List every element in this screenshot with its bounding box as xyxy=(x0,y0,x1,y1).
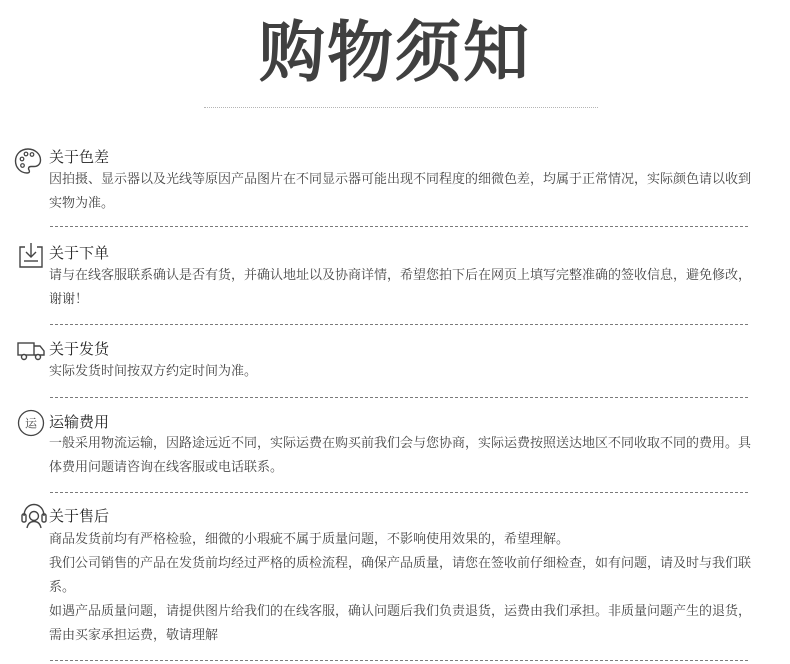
section-divider xyxy=(50,492,748,494)
section-body xyxy=(49,432,754,480)
section-paragraph: 实际发货时间按双方约定时间为准。 xyxy=(49,364,258,379)
section-heading: 关于售后 xyxy=(49,507,110,525)
section-paragraph: 因拍摄、显示器以及光线等原因产品图片在不同显示器可能出现不同程度的细微色差，均属于正常情况，实际颜色请以收到实物为准。 xyxy=(49,172,752,211)
section-paragraph: 我们公司销售的产品在发货前均经过严格的质检流程，确保产品质量，请您在签收前仔细检查，如有问题，请及时与我们联系。 xyxy=(49,556,752,595)
page-title: 购物须知 xyxy=(259,14,531,91)
section-body xyxy=(49,360,754,384)
section-heading: 关于色差 xyxy=(49,148,110,166)
section-divider xyxy=(50,226,748,228)
section-divider xyxy=(50,324,748,326)
title-divider xyxy=(204,107,598,109)
palette-icon xyxy=(13,146,43,176)
section-body xyxy=(49,528,754,648)
section-heading: 运输费用 xyxy=(49,413,110,431)
section-paragraph: 请与在线客服联系确认是否有货，并确认地址以及协商详情，希望您拍下后在网页上填写完整准确的签收信息，避免修改，谢谢！ xyxy=(49,268,752,307)
section-divider xyxy=(50,660,748,662)
section-divider xyxy=(50,397,748,399)
download-icon xyxy=(16,241,46,271)
section-paragraph: 一般采用物流运输，因路途远近不同，实际运费在购买前我们会与您协商，实际运费按照送达地区不同收取不同的费用。具体费用问题请咨询在线客服或电话联系。 xyxy=(49,436,752,475)
section-heading: 关于发货 xyxy=(49,340,110,358)
shipping-badge-icon xyxy=(16,408,46,438)
section-paragraph: 如遇产品质量问题，请提供图片给我们的在线客服，确认问题后我们负责退货，运费由我们承担。非质量问题产生的退货，需由买家承担运费，敬请理解 xyxy=(49,604,752,643)
section-body xyxy=(49,168,754,216)
section-paragraph: 商品发货前均有严格检验，细微的小瑕疵不属于质量问题，不影响使用效果的，希望理解。 xyxy=(49,532,570,547)
badge-text: 运 xyxy=(24,416,38,431)
section-body xyxy=(49,264,754,312)
section-heading: 关于下单 xyxy=(49,244,110,262)
headset-icon xyxy=(19,501,49,531)
truck-icon xyxy=(16,335,46,365)
